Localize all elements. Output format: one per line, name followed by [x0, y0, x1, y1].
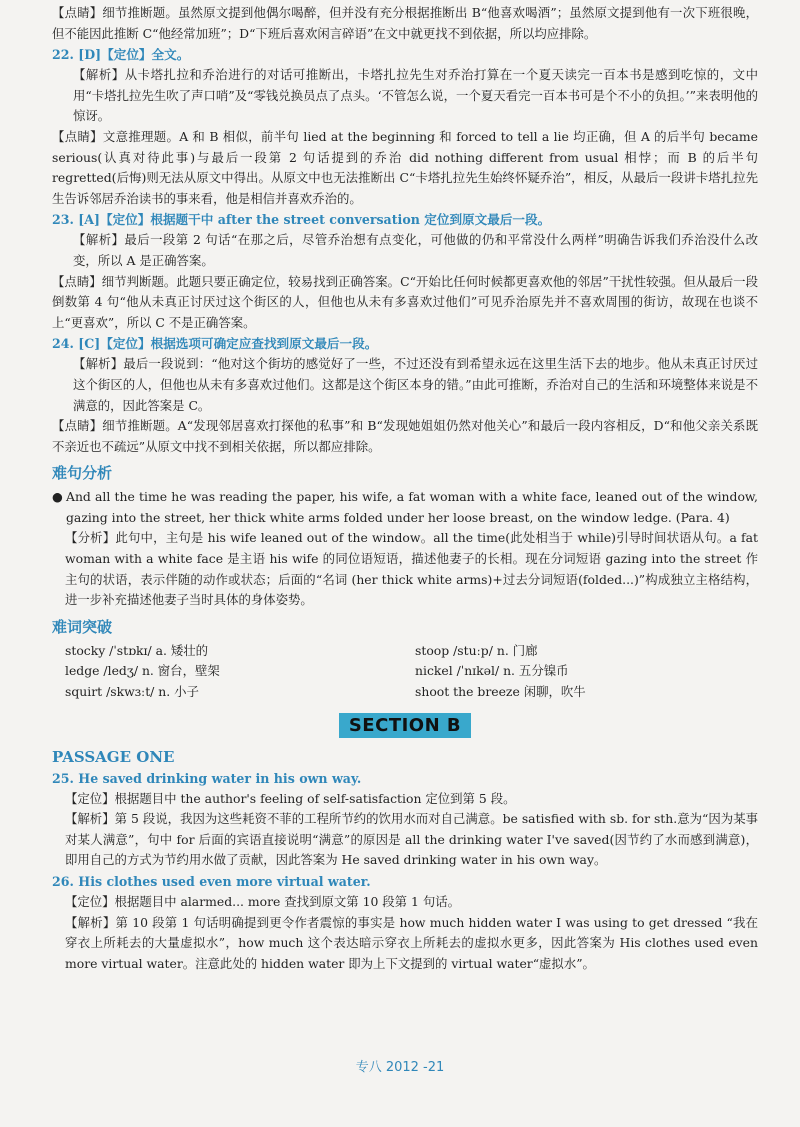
q24-heading: 24. [C]【定位】根据选项可确定应查找到原文最后一段。	[52, 336, 378, 352]
q25-analysis: 【解析】第 5 段说，我因为这些耗资不菲的工程所节约的饮用水而对自己满意。be satisfied with sb. for sth.意为“因为某事对某人满意”，句中 for 后面的宾语直接说明“满意”的原因是 all the drinking water I've saved(因节约了水而感到满意)，即用自己的方式为节约用水做了贡献，因此答案为 He saved drinking water in his own way。	[65, 811, 758, 868]
q21-tip: 【点睛】细节推断题。虽然原文提到他偶尔喝醉，但并没有充分根据推断出 B“他喜欢喝酒”；虽然原文提到他有一次下班很晚，但不能因此推断 C“他经常加班”；D“下班后喜欢闲言碎语”在文中就更找不到依据，所以均应排除。	[52, 5, 758, 41]
q23-heading: 23. [A]【定位】根据题干中 after the street conversation 定位到原文最后一段。	[52, 212, 551, 228]
bullet-icon: ●	[52, 489, 63, 505]
difficult-sentence-text: And all the time he was reading the paper, his wife, a fat woman with a white face, leaned out of the window, gazing into the street, her thick white arms folded under her loose breast, on the window ledge. (Para. 4)	[66, 489, 758, 525]
vocab-item: nickel /ˈnɪkəl/ n. 五分镍币	[415, 663, 569, 679]
vocab-item: squirt /skwɜːt/ n. 小子	[65, 684, 199, 700]
q22-heading: 22. [D]【定位】全文。	[52, 47, 190, 63]
vocab-item: ledge /ledʒ/ n. 窗台，壁架	[65, 663, 220, 679]
q26-analysis: 【解析】第 10 段第 1 句话明确提到更令作者震惊的事实是 how much hidden water I was using to get dressed “我在穿衣上所耗去的大量虚拟水”，how much 这个表达暗示穿衣上所耗去的虚拟水更多，因此答案为 His clothes used even more virtual water。注意此处的 hidden water 即为上下文提到的 virtual water“虚拟水”。	[65, 914, 758, 971]
q22-tip: 【点睛】文意推理题。A 和 B 相似，前半句 lied at the beginning 和 forced to tell a lie 均正确，但 A 的后半句 became serious(认真对待此事)与最后一段第 2 句话提到的乔治 did nothing different from usual 相悖；而 B 的后半句 regretted(后悔)则无法从原文中得出。从原文中也无法推断出 C“卡塔扎拉先生始终怀疑乔治”，相反，从最后一段讲卡塔扎拉先生告诉邻居乔治读书的事来看，他是相信并喜欢乔治的。	[52, 128, 758, 206]
difficult-sentence-analysis: 【分析】此句中，主句是 his wife leaned out of the window。all the time(此处相当于 while)引导时间状语从句。a fat woman with a white face 是主语 his wife 的同位语短语，描述他妻子的长相。现在分词短语 gazing into the street 作主句的状语，表示伴随的动作或状态；后面的“名词 (her thick white arms)+过去分词短语(folded...)”构成独立主格结构，进一步补充描述他妻子当时具体的身体姿势。	[65, 530, 758, 608]
vocab-item: stoop /stuːp/ n. 门廊	[415, 642, 538, 658]
q23-analysis: 【解析】最后一段第 2 句话“在那之后，尽管乔治想有点变化，可他做的仍和平常没什么两样”明确告诉我们乔治没什么改变，所以 A 是正确答案。	[73, 232, 758, 268]
vocab-item: shoot the breeze 闲聊，吹牛	[415, 684, 586, 700]
vocab-item: stocky /ˈstɒkɪ/ a. 矮壮的	[65, 642, 209, 658]
q22-analysis: 【解析】从卡塔扎拉和乔治进行的对话可推断出，卡塔扎拉先生对乔治打算在一个夏天读完一百本书是感到吃惊的，文中用“卡塔扎拉先生吹了声口哨”及“零钱兑换员点了点头。‘不管怎么说，一个夏天看完一百本书可是个不小的负担。’”来表明他的惊讶。	[73, 67, 758, 124]
q26-title: 26. His clothes used even more virtual water.	[52, 874, 371, 889]
vocab-heading: 难词突破	[52, 617, 113, 636]
q26-locate: 【定位】根据题目中 alarmed... more 查找到原文第 10 段第 1 句话。	[65, 894, 460, 909]
q24-tip: 【点睛】细节推断题。A“发现邻居喜欢打探他的私事”和 B“发现她姐姐仍然对他关心”和最后一段内容相反，D“和他父亲关系既不亲近也不疏远”从原文中找不到相关依据，所以都应排除。	[52, 418, 758, 454]
q25-locate: 【定位】根据题目中 the author's feeling of self-satisfaction 定位到第 5 段。	[65, 790, 516, 806]
section-banner	[52, 713, 758, 738]
difficult-sentence-heading: 难句分析	[52, 464, 113, 483]
section-title: SECTION B	[339, 713, 471, 738]
passage-title: PASSAGE ONE	[52, 747, 175, 766]
difficult-sentence	[52, 487, 758, 528]
page-footer: 专八 2012 -21	[355, 1060, 445, 1075]
q25-title: 25. He saved drinking water in his own way.	[52, 770, 362, 786]
vocab-list	[52, 641, 758, 703]
q24-analysis: 【解析】最后一段说到：“他对这个街坊的感觉好了一些，不过还没有到希望永远在这里生活下去的地步。他从未真正讨厌过这个街区的人，但他也从未有多喜欢过他们。这都是这个街区本身的错。”由此可推断，乔治对自己的生活和环境整体来说是不满意的，因此答案是 C。	[73, 356, 758, 413]
q23-tip: 【点睛】细节判断题。此题只要正确定位，较易找到正确答案。C“开始比任何时候都更喜欢他的邻居”干扰性较强。但从最后一段倒数第 4 句“他从未真正讨厌过这个街区的人，但他也从未有多喜欢过他们”可见乔治原先并不喜欢周围的街访，故现在也谈不上“更喜欢”，所以 C 不是正确答案。	[52, 273, 758, 330]
